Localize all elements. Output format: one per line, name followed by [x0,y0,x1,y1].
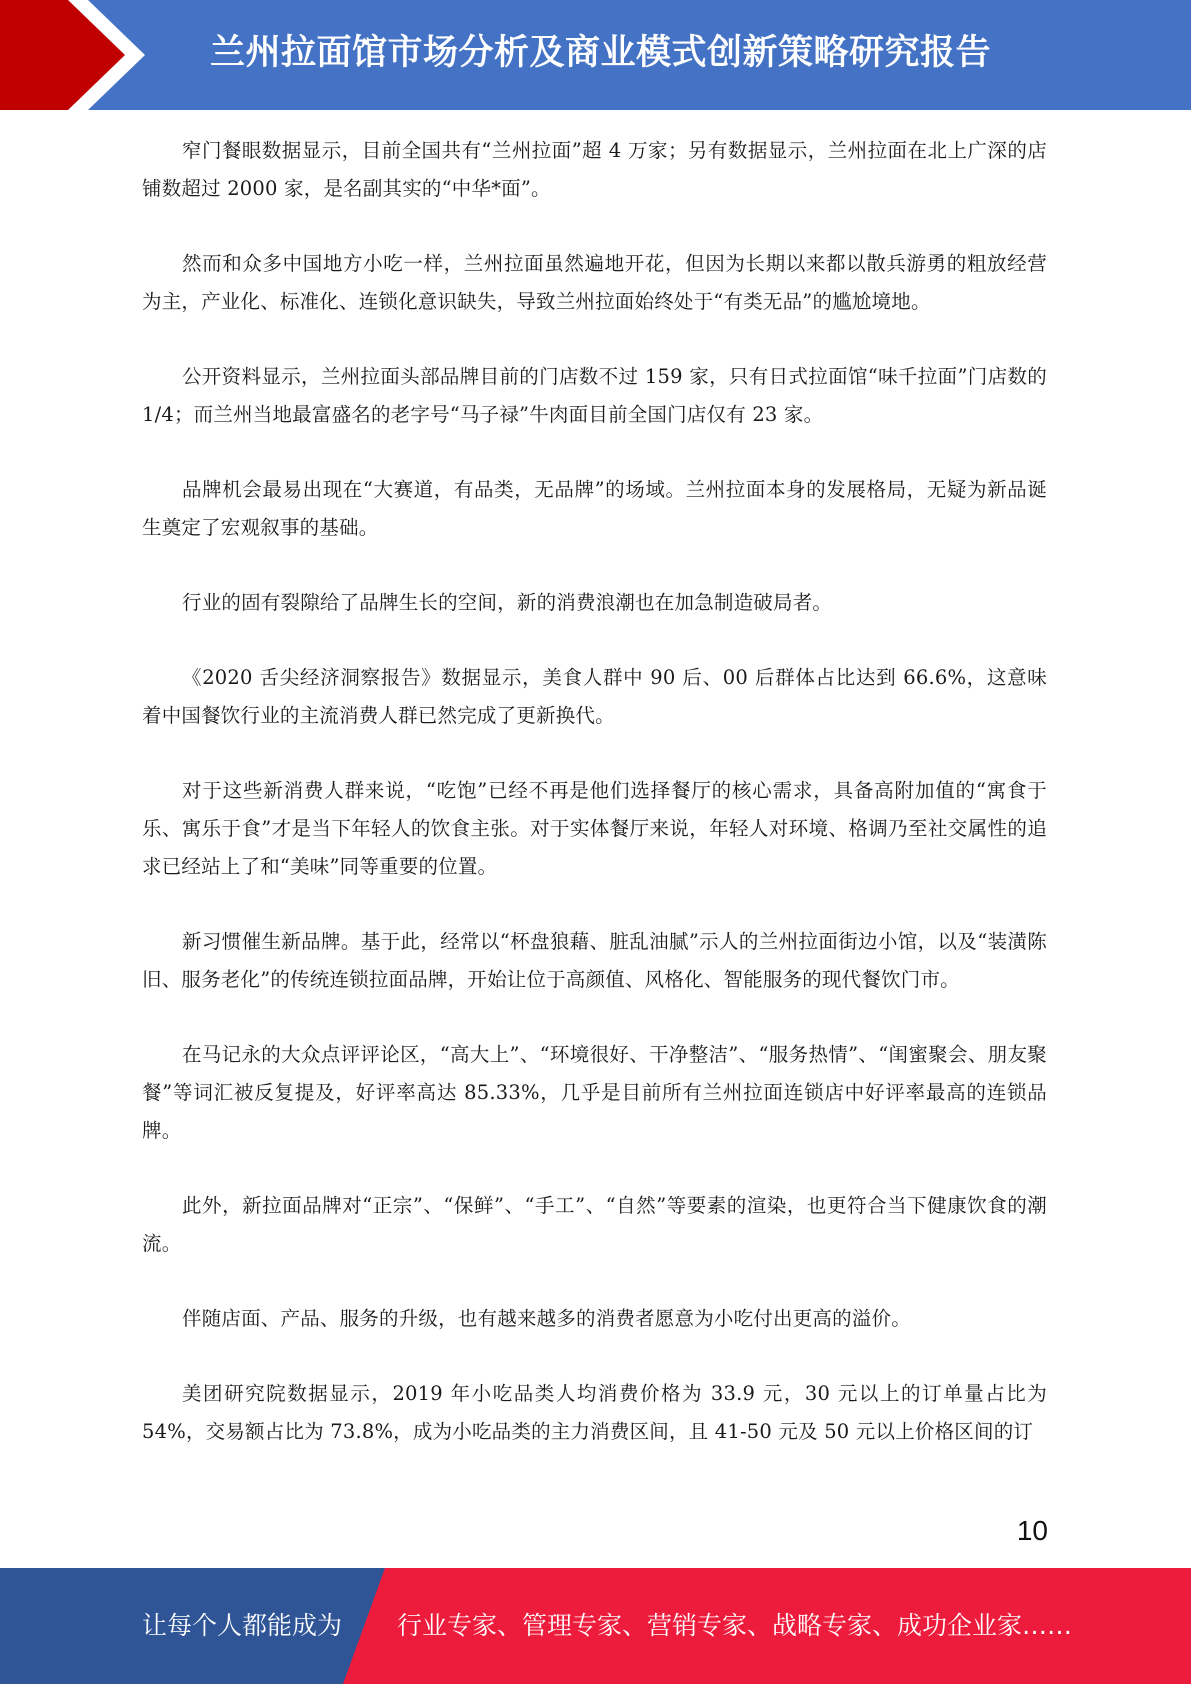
paragraph: 此外，新拉面品牌对“正宗”、“保鲜”、“手工”、“自然”等要素的渲染，也更符合当下健康饮食的潮流。 [142,1194,1047,1255]
paragraph: 窄门餐眼数据显示，目前全国共有“兰州拉面”超 4 万家；另有数据显示，兰州拉面在北上广深的店铺数超过 2000 家，是名副其实的“中华*面”。 [142,139,1047,200]
paragraph: 伴随店面、产品、服务的升级，也有越来越多的消费者愿意为小吃付出更高的溢价。 [182,1307,911,1330]
paragraph: 在马记永的大众点评评论区，“高大上”、“环境很好、干净整洁”、“服务热情”、“闺蜜聚会、朋友聚餐”等词汇被反复提及，好评率高达 85.33%，几乎是目前所有兰州拉面连锁店中好评率最高的连锁品牌。 [142,1043,1047,1142]
report-title: 兰州拉面馆市场分析及商业模式创新策略研究报告 [210,33,992,73]
paragraph: 品牌机会最易出现在“大赛道，有品类，无品牌”的场域。兰州拉面本身的发展格局，无疑为新品诞生奠定了宏观叙事的基础。 [142,478,1047,539]
page-header [0,0,1191,110]
footer-slogan-right: 行业专家、管理专家、营销专家、战略专家、成功企业家…… [397,1611,1073,1640]
header-chevron-decoration [0,0,160,110]
document-body [142,132,1047,1488]
paragraph: 然而和众多中国地方小吃一样，兰州拉面虽然遍地开花，但因为长期以来都以散兵游勇的粗放经营为主，产业化、标准化、连锁化意识缺失，导致兰州拉面始终处于“有类无品”的尴尬境地。 [142,252,1047,313]
paragraph: 公开资料显示，兰州拉面头部品牌目前的门店数不过 159 家，只有日式拉面馆“味千拉面”门店数的 1/4；而兰州当地最富盛名的老字号“马子禄”牛肉面目前全国门店仅有 23 家。 [142,365,1047,426]
page-number: 10 [1016,1515,1048,1546]
page-footer [0,1568,1191,1684]
paragraph: 行业的固有裂隙给了品牌生长的空间，新的消费浪潮也在加急制造破局者。 [182,591,833,614]
paragraph: 美团研究院数据显示，2019 年小吃品类人均消费价格为 33.9 元，30 元以上的订单量占比为 54%，交易额占比为 73.8%，成为小吃品类的主力消费区间，且 41-50 元及 50 元以上价格区间的订 [142,1382,1047,1443]
footer-slogan-left: 让每个人都能成为 [142,1611,343,1640]
paragraph: 对于这些新消费人群来说，“吃饱”已经不再是他们选择餐厅的核心需求，具备高附加值的“寓食于乐、寓乐于食”才是当下年轻人的饮食主张。对于实体餐厅来说，年轻人对环境、格调乃至社交属性的追求已经站上了和“美味”同等重要的位置。 [142,779,1047,878]
paragraph: 新习惯催生新品牌。基于此，经常以“杯盘狼藉、脏乱油腻”示人的兰州拉面街边小馆，以及“装潢陈旧、服务老化”的传统连锁拉面品牌，开始让位于高颜值、风格化、智能服务的现代餐饮门市。 [142,930,1047,991]
paragraph: 《2020 舌尖经济洞察报告》数据显示，美食人群中 90 后、00 后群体占比达到 66.6%，这意味着中国餐饮行业的主流消费人群已然完成了更新换代。 [142,666,1047,727]
